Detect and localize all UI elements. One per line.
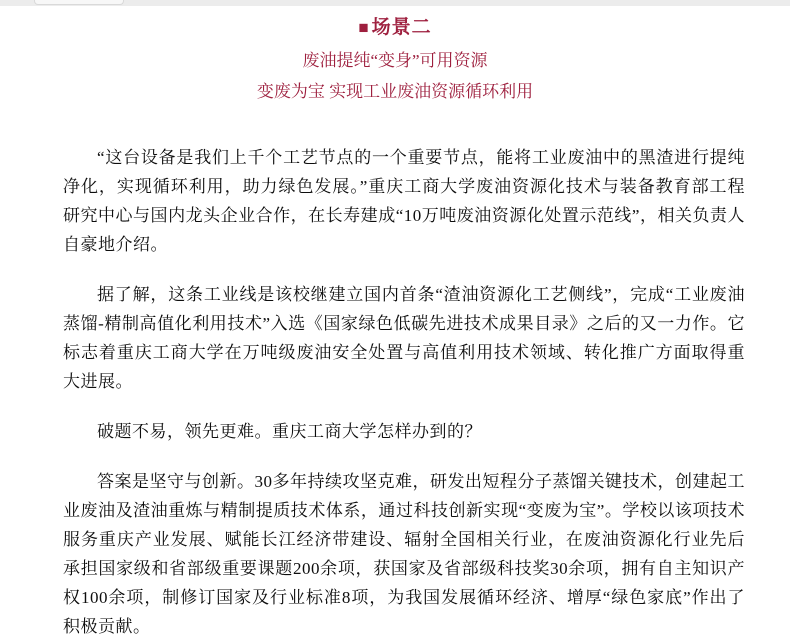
article-subtitle-1: 废油提纯“变身”可用资源 xyxy=(302,51,488,70)
article-paragraph-2: 据了解，这条工业线是该校继建立国内首条“渣油资源化工艺侧线”，完成“工业废油蒸馏-精制高值化利用技术”入选《国家绿色低碳先进技术成果目录》之后的又一力作。它标志着重庆工商大学在万吨级废油安全处置与高值利用技术领域、转化推广方面取得重大进展。 xyxy=(63,285,745,391)
article-page xyxy=(0,6,790,641)
tab-remnant xyxy=(34,0,124,5)
article-subtitle-2: 变废为宝 实现工业废油资源循环利用 xyxy=(256,82,534,101)
square-bullet-icon: ■ xyxy=(358,18,370,37)
section-title: 场景二 xyxy=(371,17,432,38)
section-heading xyxy=(0,17,790,39)
article-header xyxy=(0,17,790,101)
article-paragraph-1: “这台设备是我们上千个工艺节点的一个重要节点，能将工业废油中的黑渣进行提纯净化，实现循环利用，助力绿色发展。”重庆工商大学废油资源化技术与装备教育部工程研究中心与国内龙头企业合作，在长寿建成“10万吨废油资源化处置示范线”，相关负责人自豪地介绍。 xyxy=(63,148,745,254)
article-paragraph-3: 破题不易，领先更难。重庆工商大学怎样办到的？ xyxy=(97,422,482,441)
article-body xyxy=(63,143,745,641)
article-paragraph-4: 答案是坚守与创新。30多年持续攻坚克难，研发出短程分子蒸馏关键技术，创建起工业废油及渣油重炼与精制提质技术体系，通过科技创新实现“变废为宝”。学校以该项技术服务重庆产业发展、赋能长江经济带建设、辐射全国相关行业，在废油资源化行业先后承担国家级和省部级重要课题200余项，获国家及省部级科技奖30余项，拥有自主知识产权100余项，制修订国家及行业标准8项，为我国发展循环经济、增厚“绿色家底”作出了积极贡献。 xyxy=(63,472,745,636)
